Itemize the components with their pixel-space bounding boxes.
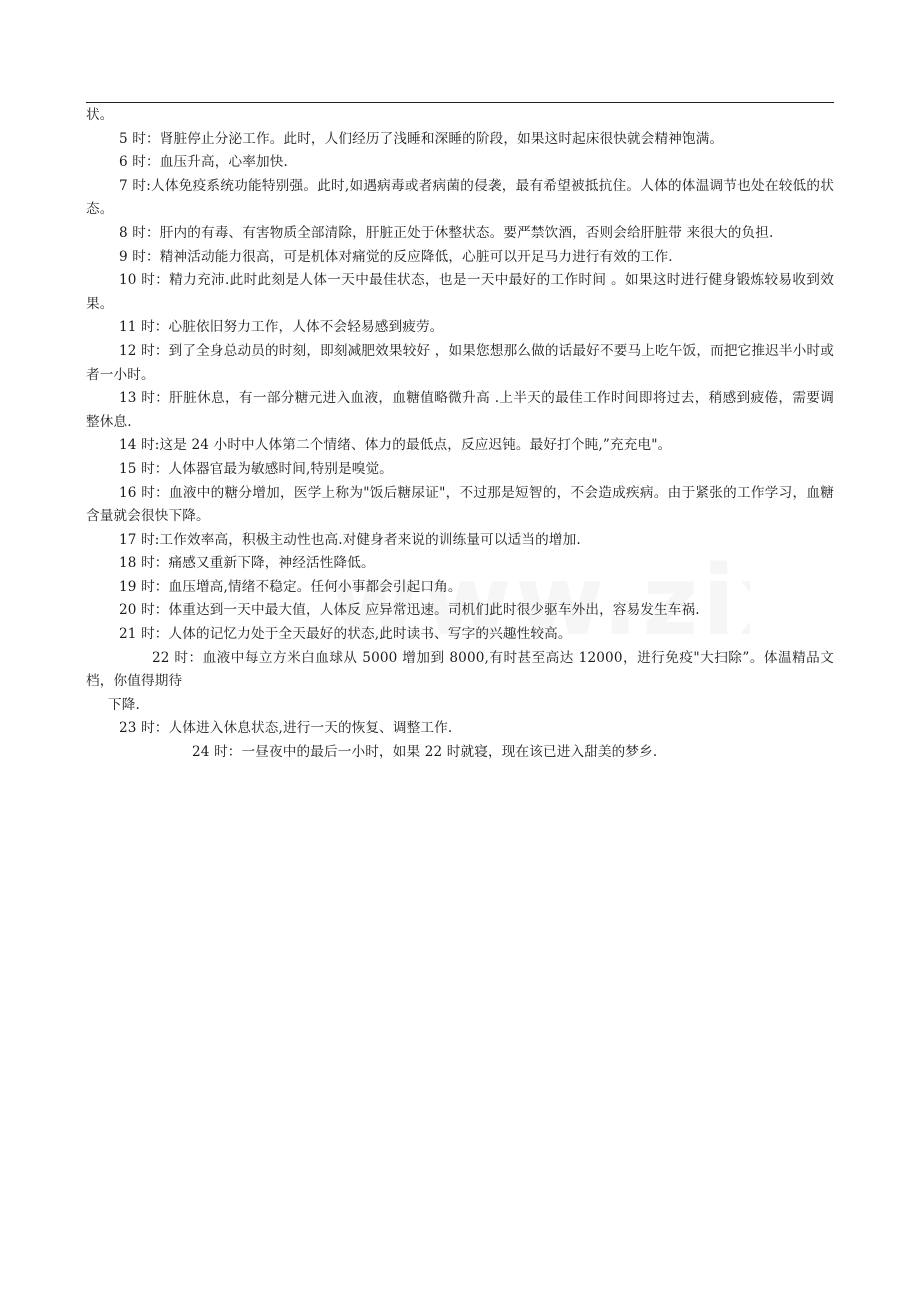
header-rule xyxy=(86,102,834,103)
paragraph-hour-22: 22 时：血液中每立方米白血球从 5000 增加到 8000,有时甚至高达 12000，进行免疫"大扫除”。体温精品文档，你值得期待 xyxy=(86,649,834,690)
paragraph-hour-5: 5 时：肾脏停止分泌工作。此时，人们经历了浅睡和深睡的阶段，如果这时起床很快就会精神饱满。 xyxy=(119,130,724,147)
paragraph-hour-24: 24 时：一昼夜中的最后一小时，如果 22 时就寝，现在该已进入甜美的梦乡. xyxy=(192,744,658,761)
paragraph-hour-19: 19 时：血压增高,情绪不稳定。任何小事都会引起口角。 xyxy=(119,578,462,595)
document-body xyxy=(86,104,834,765)
paragraph-hour-16: 16 时：血液中的糖分增加，医学上称为"饭后糖尿证"，不过那是短智的，不会造成疾病。由于紧张的工作学习，血糖含量就会很快下降。 xyxy=(86,484,834,525)
paragraph-hour-15: 15 时：人体器官最为敏感时间,特别是嗅觉。 xyxy=(119,460,393,477)
paragraph-hour-11: 11 时：心脏依旧努力工作，人体不会轻易感到疲劳。 xyxy=(119,319,444,336)
paragraph-hour-22-tail: 下降. xyxy=(108,696,140,713)
paragraph-continuation: 状。 xyxy=(86,107,114,123)
paragraph-hour-7: 7 时:人体免疫系统功能特别强。此时,如遇病毒或者病菌的侵袭，最有希望被抵抗住。人体的体温调节也处在较低的状态。 xyxy=(86,177,834,218)
paragraph-hour-9: 9 时：精神活动能力很高，可是机体对痛觉的反应降低，心脏可以开足马力进行有效的工作. xyxy=(119,248,673,265)
paragraph-hour-8: 8 时：肝内的有毒、有害物质全部清除，肝脏正处于休整状态。要严禁饮酒，否则会给肝脏带 来很大的负担. xyxy=(119,224,774,241)
paragraph-hour-14: 14 时:这是 24 小时中人体第二个情绪、体力的最低点，反应迟钝。最好打个盹,”充充电"。 xyxy=(119,437,672,454)
paragraph-hour-17: 17 时:工作效率高，积极主动性也高.对健身者来说的训练量可以适当的增加. xyxy=(119,531,581,548)
paragraph-hour-23: 23 时：人体进入休息状态,进行一天的恢复、调整工作. xyxy=(119,720,453,737)
paragraph-hour-6: 6 时：血压升高，心率加快. xyxy=(119,154,288,171)
paragraph-hour-20: 20 时：体重达到一天中最大值，人体反 应异常迅速。司机们此时很少驱车外出，容易发生车祸. xyxy=(119,602,700,619)
paragraph-hour-21: 21 时：人体的记忆力处于全天最好的状态,此时读书、写字的兴趣性较高。 xyxy=(119,626,572,643)
paragraph-hour-13: 13 时：肝脏休息，有一部分糖元进入血液，血糖值略微升高 .上半天的最佳工作时间即将过去，稍感到疲倦，需要调整休息. xyxy=(86,390,834,430)
paragraph-hour-10: 10 时：精力充沛.此时此刻是人体一天中最佳状态，也是一天中最好的工作时间 。如果这时进行健身锻炼较易收到效果。 xyxy=(86,272,834,312)
paragraph-hour-12: 12 时：到了全身总动员的时刻，即刻减肥效果较好 ，如果您想那么做的话最好不要马上吃午饭，而把它推迟半小时或者一小时。 xyxy=(86,342,834,383)
paragraph-hour-18: 18 时：痛感又重新下降，神经活性降低。 xyxy=(119,555,375,572)
